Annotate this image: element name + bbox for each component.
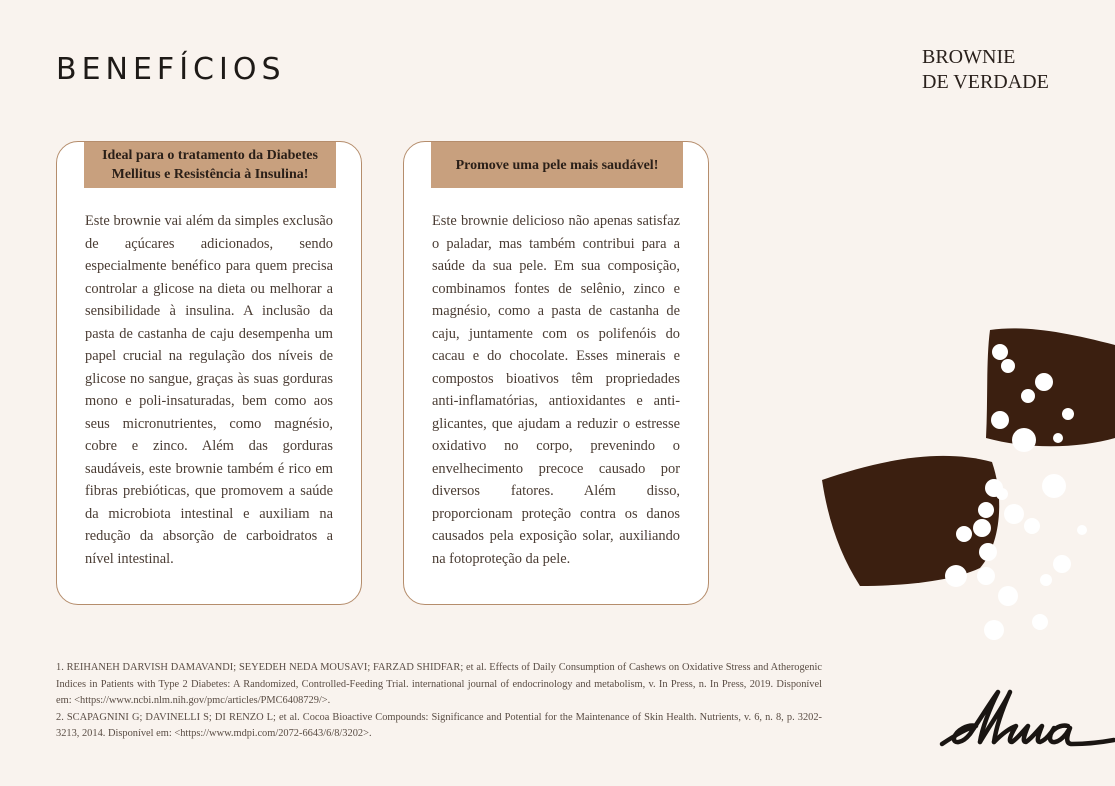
allma-logo [938, 688, 1115, 750]
benefit-card-heading: Ideal para o tratamento da Diabetes Mellitus e Resistência à Insulina! [84, 142, 336, 188]
brownie-pieces-illustration [810, 320, 1115, 650]
brownie-piece-bottom [822, 456, 999, 586]
benefit-card-body: Este brownie vai além da simples exclusão de açúcares adicionados, sendo especialmente benéfico para quem precisa controlar a glicose na dieta ou melhorar a sensibilidade à insulina. A inclusão da pasta de castanha de caju desempenha um papel crucial na regulação dos níveis de glicose no sangue, graças às suas gorduras mono e poli-insaturadas, bem como aos seus micronutrientes, como magnésio, cobre e zinco. Além das gorduras saudáveis, este brownie também é rico em fibras prebióticas, que promovem a saúde da microbiota intestinal e auxiliam na redução da absorção de carboidratos a nível intestinal. [85, 213, 333, 567]
benefit-card-diabetes [56, 141, 362, 605]
reference-item: 2. SCAPAGNINI G; DAVINELLI S; DI RENZO L; et al. Cocoa Bioactive Compounds: Significance and Potential for the Maintenance of Skin Health. Nutrients, v. 6, n. 8, p. 3202-3213, 2014. Disponível em: <https://www.mdpi.com/2072-6643/6/8/3202>. [56, 711, 822, 739]
brand-line-2: DE VERDADE [922, 71, 1049, 93]
reference-item: 1. REIHANEH DARVISH DAMAVANDI; SEYEDEH NEDA MOUSAVI; FARZAD SHIDFAR; et al. Effects of Daily Consumption of Cashews on Oxidative Stress and Atherogenic Indices in Patients with Type 2 Diabetes: A Randomized, Controlled-Feeding Trial. international journal of endocrinology and metabolism, v. In Press, n. In Press, 2019. Disponível em: <https://www.ncbi.nlm.nih.gov/pmc/articles/PMC6408729/>. [56, 662, 822, 706]
benefit-card-body: Este brownie delicioso não apenas satisfaz o paladar, mas também contribui para a saúde da sua pele. Em sua composição, combinamos fontes de selênio, zinco e magnésio, como a pasta de castanha de caju, juntamente com os polifenóis do cacau e do chocolate. Esses minerais e compostos bioativos têm propriedades anti-inflamatórias, antioxidantes e anti-glicantes, que ajudam a reduzir o estresse oxidativo no corpo, prevenindo o envelhecimento precoce causado por diversos fatores. Além disso, proporcionam proteção contra os danos causados pela exposição solar, auxiliando na fotoproteção da pele. [432, 213, 680, 567]
benefit-card-skin [403, 141, 709, 605]
page-title: BENEFÍCIOS [56, 52, 286, 87]
references [56, 660, 822, 743]
brand-line-1: BROWNIE [922, 46, 1016, 68]
benefit-card-heading: Promove uma pele mais saudável! [431, 142, 683, 188]
brand-title [922, 45, 1049, 95]
